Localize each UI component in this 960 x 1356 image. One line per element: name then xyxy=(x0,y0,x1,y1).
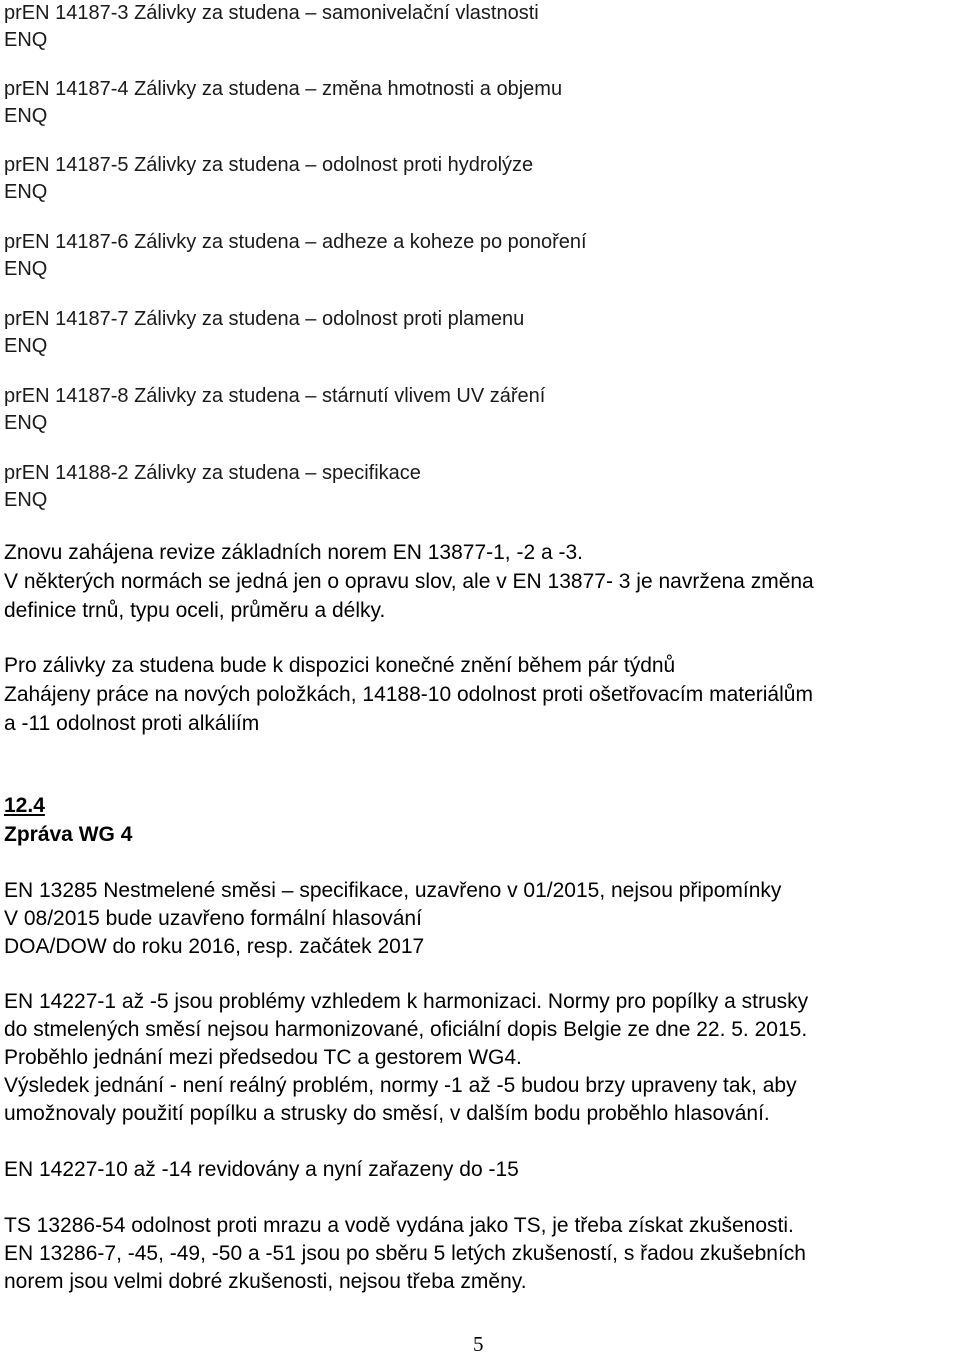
sealants-line: a -11 odolnost proti alkáliím xyxy=(4,712,260,735)
revision-line: Znovu zahájena revize základních norem EN 13877-1, -2 a -3. xyxy=(4,541,583,564)
standard-status: ENQ xyxy=(4,489,48,511)
wg4-line: EN 13286-7, -45, -49, -50 a -51 jsou po sběru 5 letých zkušeností, s řadou zkušebních xyxy=(4,1242,806,1265)
standard-status: ENQ xyxy=(4,105,48,127)
standard-title: prEN 14187-3 Zálivky za studena – samonivelační vlastnosti xyxy=(4,2,539,24)
standard-status: ENQ xyxy=(4,335,48,357)
wg4-line: do stmelených směsí nejsou harmonizované, oficiální dopis Belgie ze dne 22. 5. 2015. xyxy=(4,1018,808,1041)
standard-title: prEN 14187-5 Zálivky za studena – odolnost proti hydrolýze xyxy=(4,154,534,176)
page-number: 5 xyxy=(473,1332,484,1356)
wg4-line: Proběhlo jednání mezi předsedou TC a gestorem WG4. xyxy=(4,1046,522,1069)
standard-title: prEN 14188-2 Zálivky za studena – specifikace xyxy=(4,462,421,484)
standard-title: prEN 14187-6 Zálivky za studena – adheze a koheze po ponoření xyxy=(4,231,587,253)
standard-status: ENQ xyxy=(4,412,48,434)
standard-status: ENQ xyxy=(4,29,48,51)
standard-title: prEN 14187-8 Zálivky za studena – stárnutí vlivem UV záření xyxy=(4,385,546,407)
standard-status: ENQ xyxy=(4,258,48,280)
wg4-line: EN 14227-1 až -5 jsou problémy vzhledem k harmonizaci. Normy pro popílky a strusky xyxy=(4,990,809,1013)
standard-title: prEN 14187-7 Zálivky za studena – odolnost proti plamenu xyxy=(4,308,525,330)
section-number: 12.4 xyxy=(4,794,45,817)
revision-line: V některých normách se jedná jen o opravu slov, ale v EN 13877- 3 je navržena změna xyxy=(4,570,814,593)
sealants-line: Zahájeny práce na nových položkách, 14188-10 odolnost proti ošetřovacím materiálům xyxy=(4,683,813,706)
wg4-line: Výsledek jednání - není reálný problém, normy -1 až -5 budou brzy upraveny tak, aby xyxy=(4,1074,797,1097)
standard-title: prEN 14187-4 Zálivky za studena – změna hmotnosti a objemu xyxy=(4,78,563,100)
wg4-line: EN 13285 Nestmelené směsi – specifikace, uzavřeno v 01/2015, nejsou připomínky xyxy=(4,879,782,902)
revision-line: definice trnů, typu oceli, průměru a délky. xyxy=(4,599,386,622)
wg4-line: V 08/2015 bude uzavřeno formální hlasování xyxy=(4,907,422,930)
wg4-line: TS 13286-54 odolnost proti mrazu a vodě vydána jako TS, je třeba získat zkušenosti. xyxy=(4,1214,794,1237)
wg4-line: EN 14227-10 až -14 revidovány a nyní zařazeny do -15 xyxy=(4,1158,519,1181)
sealants-line: Pro zálivky za studena bude k dispozici konečné znění během pár týdnů xyxy=(4,654,676,677)
section-title: Zpráva WG 4 xyxy=(4,823,133,846)
wg4-line: umožnovaly použití popílku a strusky do směsí, v dalším bodu proběhlo hlasování. xyxy=(4,1102,770,1125)
wg4-line: norem jsou velmi dobré zkušenosti, nejsou třeba změny. xyxy=(4,1270,527,1293)
wg4-line: DOA/DOW do roku 2016, resp. začátek 2017 xyxy=(4,935,425,958)
standard-status: ENQ xyxy=(4,181,48,203)
